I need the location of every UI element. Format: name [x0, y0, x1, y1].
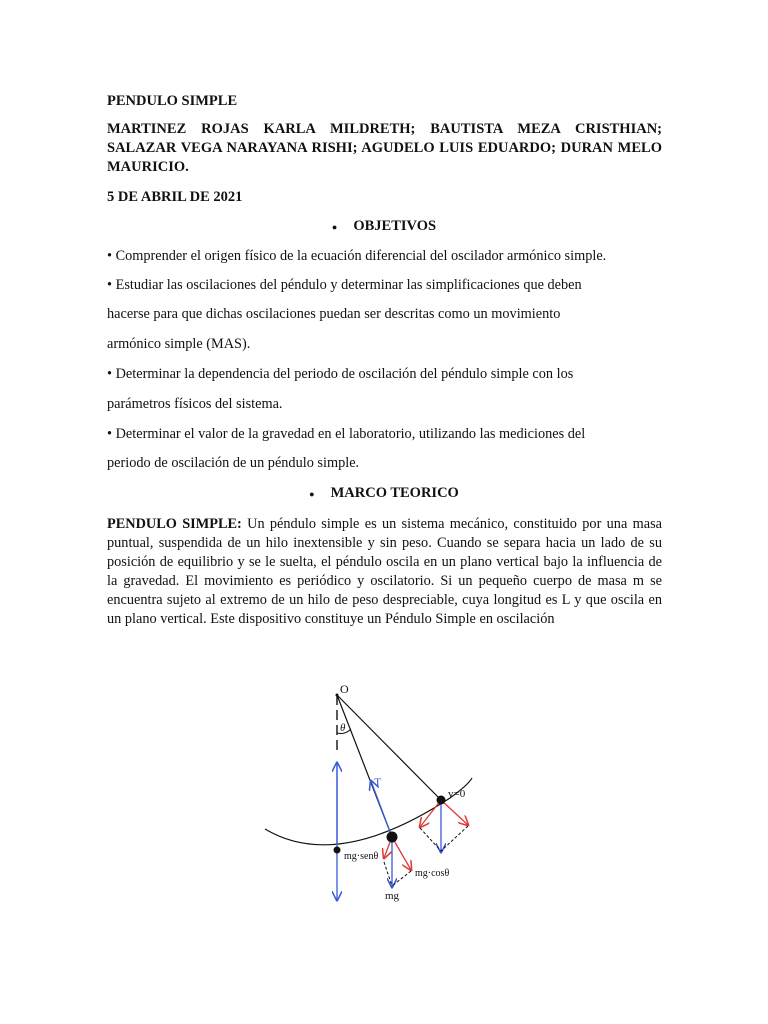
- mgcos-arrow: [392, 837, 411, 870]
- mgcos-label: mg·cosθ: [415, 868, 450, 879]
- tension-label: T: [374, 775, 382, 789]
- marco-text: Un péndulo simple es un sistema mecánico, constituido por una masa puntual, suspendida de un hilo inextensible y sin peso. Cuando se separa hacia un lado de su posición de equilibrio y se le suelta, el péndulo oscila en un plano vertical bajo la influencia de la gravedad. El movimiento es periódico y oscilatorio. Si un pequeño cuerpo de masa m se encuentra sujeto al extremo de un hilo de peso despreciable, cuya longitud es L y que oscila en un plano vertical. Este dispositivo constituye un Péndulo Simple en oscilación: [107, 516, 662, 627]
- mg-component-dash: [392, 871, 411, 886]
- mg-label: mg: [385, 890, 400, 902]
- objetivo-line: • Comprender el origen físico de la ecuación diferencial del oscilador armónico simple.: [107, 248, 607, 264]
- theta-label: θ: [340, 722, 346, 734]
- mgsen-label: mg·senθ: [344, 851, 379, 862]
- pivot-point: [336, 694, 339, 697]
- objetivo-line: hacerse para que dichas oscilaciones puedan ser descritas como un movimiento: [107, 306, 561, 322]
- tension-arrow: [371, 781, 392, 837]
- document-date: 5 DE ABRIL DE 2021: [107, 189, 243, 205]
- extreme-tangent-arrow: [420, 800, 441, 827]
- objetivo-line: armónico simple (MAS).: [107, 336, 251, 352]
- objetivo-line: • Determinar el valor de la gravedad en el laboratorio, utilizando las mediciones del: [107, 426, 586, 442]
- objetivo-line: periodo de oscilación de un péndulo simple.: [107, 455, 360, 471]
- objetivo-line: parámetros físicos del sistema.: [107, 396, 283, 412]
- bullet-icon: ●: [331, 221, 338, 232]
- authors: MARTINEZ ROJAS KARLA MILDRETH; BAUTISTA MEZA CRISTHIAN; SALAZAR VEGA NARAYANA RISHI; AGUDELO LUIS EDUARDO; DURAN MELO MAURICIO.: [107, 121, 662, 175]
- objetivo-line: • Determinar la dependencia del periodo de oscilación del péndulo simple con los: [107, 366, 574, 382]
- origin-label: O: [340, 682, 349, 696]
- marco-heading-label: MARCO TEORICO: [330, 485, 459, 501]
- string-extreme: [337, 695, 441, 800]
- mass-middle: [387, 832, 398, 843]
- extreme-radial-arrow: [441, 800, 468, 825]
- marco-term: PENDULO SIMPLE:: [107, 516, 242, 532]
- v0-label: v=0: [448, 788, 466, 800]
- extreme-component-dash: [420, 828, 441, 851]
- objetivos-heading-label: OBJETIVOS: [353, 218, 437, 234]
- mass-equilibrium: [334, 847, 341, 854]
- bullet-icon: ●: [309, 488, 315, 499]
- mass-extreme: [437, 796, 446, 805]
- document-title: PENDULO SIMPLE: [107, 93, 238, 109]
- objetivo-line: • Estudiar las oscilaciones del péndulo y determinar las simplificaciones que deben: [107, 277, 582, 293]
- extreme-component-dash: [441, 826, 468, 851]
- mg-component-dash: [384, 862, 392, 886]
